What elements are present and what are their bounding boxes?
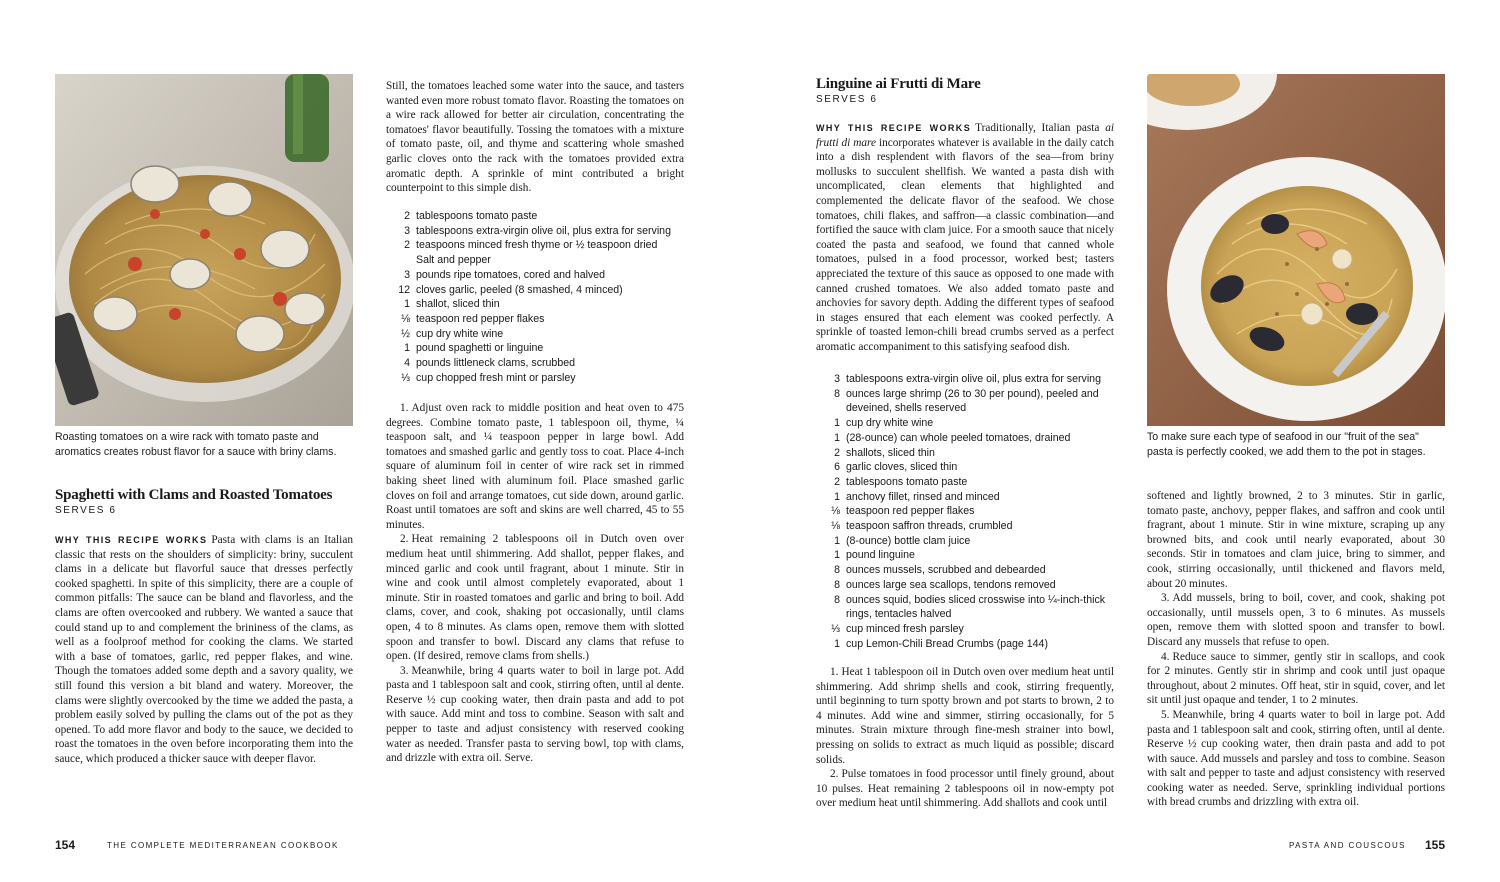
ingredient-item: 1 anchovy fillet, rinsed and minced (834, 490, 1000, 503)
why-label: WHY THIS RECIPE WORKS (816, 123, 972, 133)
why-label: WHY THIS RECIPE WORKS (55, 535, 208, 545)
ingredient-item: 8 ounces large shrimp (26 to 30 per pound), peeled and deveined, shells reserved (834, 387, 1099, 415)
ingredient-item: 8 ounces large sea scallops, tendons removed (834, 578, 1056, 591)
ingredient-item: 1 cup Lemon-Chili Bread Crumbs (page 144) (834, 637, 1048, 650)
ingredient-item: 3 pounds ripe tomatoes, cored and halved (404, 268, 606, 281)
seafood-pasta-photo (1147, 74, 1445, 426)
clams-pasta-illustration (55, 74, 353, 426)
ingredient-item: 4 pounds littleneck clams, scrubbed (404, 357, 575, 370)
ingredient-list (386, 209, 686, 385)
ingredient-item: 6 garlic cloves, sliced thin (834, 461, 958, 474)
step-continued-text: softened and lightly browned, 2 to 3 minutes. Stir in garlic, tomato paste, anchovy, pepper flakes, and saffron and cook until fragrant, about 1 minute. Stir in wine mixture, scraping up any browned bits, and cook until nearly evaporated, about 30 seconds. Stir in tomatoes and clam juice, bring to simmer, and cook, stirring occasionally, until thickened and flavors meld, about 20 minutes. (1147, 490, 1445, 590)
ingredient-item: 3 tablespoons extra-virgin olive oil, plus extra for serving (404, 224, 671, 237)
ingredient-item: 2 tablespoons tomato paste (834, 475, 968, 488)
ingredient-item: ⅓ cup minced fresh parsley (831, 622, 964, 635)
recipe-serves: SERVES 6 (55, 505, 117, 516)
ingredient-item: 1 pound linguine (834, 549, 915, 562)
photo-caption: Roasting tomatoes on a wire rack with tomato paste and aromatics creates robust flavor for a sauce with briny clams. (55, 431, 337, 458)
ingredient-item: ⅓ cup chopped fresh mint or parsley (401, 371, 576, 384)
why-this-recipe-works (55, 533, 353, 767)
ingredient-item: 8 ounces squid, bodies sliced crosswise into ¼-inch-thick rings, tentacles halved (834, 593, 1106, 621)
ingredient-item: 1 cup dry white wine (834, 417, 934, 430)
ingredient-item: ½ cup dry white wine (401, 327, 504, 340)
ingredient-item: 12 cloves garlic, peeled (8 smashed, 4 minced) (398, 283, 623, 296)
ingredient-item: Salt and pepper (416, 254, 491, 267)
recipe-title: Spaghetti with Clams and Roasted Tomatoes (55, 487, 333, 503)
ingredient-item: ⅛ teaspoon red pepper flakes (831, 505, 975, 518)
page-number: 154 (55, 838, 76, 852)
step: 4. Reduce sauce to simmer, gently stir in scallops, and cook for 2 minutes. Gently stir in shrimp and cook until just opaque throughout, about 2 minutes. Off heat, stir in squid, cover, and let sit until just opaque and tender, 1 to 2 minutes. (1147, 650, 1445, 707)
ingredient-list (816, 372, 1116, 651)
right-page (750, 0, 1500, 882)
why-text: Pasta with clams is an Italian classic that rests on the shoulders of simplicity: briny, succulent clams in a delicate but flavorful sauce that dresses perfectly cooked spaghetti. In spite of this simplicity, there are a couple of common pitfalls: The sauce can be bland and flavorless, and the clams are often overcooked and rubbery. We wanted a sauce that could stand up to and complement the brininess of the clams, as well as a foolproof method for cooking the clams. We started with a base of tomatoes, garlic, red pepper flakes, and wine. Though the tomatoes added some depth and a savory quality, we still found this version a bit bland and watery. Moreover, the clams were slightly overcooked by the time we added the pasta, a problem easily solved by pulling the clams out of the pot as they opened. To add more flavor and body to the sauce, we decided to roast the tomatoes in the oven before incorporating them into the sauce, which produced a thicker sauce with deeper flavor. (55, 534, 353, 765)
step: 1. Adjust oven rack to middle position and heat oven to 475 degrees. Combine tomato paste, 1 tablespoon oil, thyme, ¼ teaspoon salt, and ¼ teaspoon pepper in large bowl. Add tomatoes and smashed garlic and gently toss to coat. Place 4-inch square of aluminum foil in center of wire rack set in rimmed baking sheet lined with aluminum foil. Place smashed garlic cloves on foil and arrange tomatoes, cut side down, around garlic. Roast until tomatoes are soft and skins are well charred, 45 to 55 minutes. (386, 402, 684, 531)
recipe-serves: SERVES 6 (816, 94, 878, 105)
ingredient-item: ⅛ teaspoon red pepper flakes (401, 312, 545, 325)
step: 1. Heat 1 tablespoon oil in Dutch oven over medium heat until shimmering. Add shrimp shells and cook, stirring frequently, until beginning to turn spotty brown and pot starts to brown, 2 to 4 minutes. Add wine and simmer, stirring occasionally, for 5 minutes. Strain mixture through fine-mesh strainer into bowl, pressing on solids to extract as much liquid as possible; discard solids. (816, 666, 1114, 766)
running-head: THE COMPLETE MEDITERRANEAN COOKBOOK (107, 841, 339, 850)
ingredient-item: 1 shallot, sliced thin (404, 298, 500, 311)
page-number: 155 (1425, 838, 1446, 852)
method-steps-continued (1147, 489, 1445, 810)
method-steps (816, 665, 1114, 811)
step: 5. Meanwhile, bring 4 quarts water to boil in large pot. Add pasta and 1 tablespoon salt and cook, stirring often, until al dente. Reserve ½ cup cooking water, then drain pasta and add to pot with sauce. Add mussels and parsley and toss to combine. Season with salt and pepper to taste and adjust consistency with reserved cooking water as needed. Serve, sprinkling individual portions with bread crumbs and drizzling with extra oil. (1147, 708, 1445, 809)
running-head: PASTA AND COUSCOUS (1289, 841, 1406, 850)
ingredient-item: 1 pound spaghetti or linguine (404, 342, 544, 355)
recipe-title: Linguine ai Frutti di Mare (816, 76, 981, 92)
ingredient-item: 2 shallots, sliced thin (834, 446, 935, 459)
why-continued (386, 79, 684, 196)
step: 3. Add mussels, bring to boil, cover, and cook, shaking pot occasionally, until mussels open, 3 to 6 minutes. As mussels open, remove them with slotted spoon and transfer to bowl. Discard any mussels that refuse to open. (1147, 592, 1445, 648)
ingredient-item: 2 tablespoons tomato paste (404, 210, 538, 222)
ingredient-item: 2 teaspoons minced fresh thyme or ½ teaspoon dried (404, 239, 658, 252)
photo-caption: To make sure each type of seafood in our "fruit of the sea" pasta is perfectly cooked, we add them to the pot in stages. (1147, 431, 1426, 458)
step: 2. Pulse tomatoes in food processor until finely ground, about 10 pulses. Heat remaining 2 tablespoons oil in now-empty pot over medium heat until shimmering. Add shallots and cook until (816, 768, 1114, 810)
why-this-recipe-works: WHY THIS RECIPE WORKS Traditionally, Italian pasta ai frutti di mare incorporates whatever is available in the daily catch into a dish resplendent with flavors of the sea—from briny mollusks to succulent shellfish. We wanted a pasta dish with uncomplicated, clean elements that highlighted and complemented the delicate flavor of the seafood. We chose tomatoes, chili flakes, and saffron—a classic combination—and fortified the sauce with clam juice. For a smooth sauce that nicely coated the pasta and seafood, we found that canned whole tomatoes, pulsed in a food processor, worked best; tasters appreciated the texture of this sauce as opposed to one made with canned crushed tomatoes. We also added tomato paste and anchovies for savory depth. Adding the different types of seafood in stages ensured that each element was cooked perfectly. A sprinkle of toasted lemon-chili bread crumbs served as a perfect aromatic accompaniment to this satisfying seafood dish. (816, 122, 1114, 353)
why-continued-text: Still, the tomatoes leached some water into the sauce, and tasters wanted even more robust tomato flavor. Roasting the tomatoes on a wire rack allowed for better air circulation, concentrating the tomatoes' flavor beautifully. Tossing the tomatoes with a mixture of tomato paste, oil, and thyme and scattering whole smashed garlic cloves onto the rack with the tomatoes provided extra aromatic depth. A sprinkle of mint contributed a bright counterpoint to this simple dish. (386, 80, 684, 195)
ingredient-item: 3 tablespoons extra-virgin olive oil, plus extra for serving (834, 373, 1101, 385)
step: 2. Heat remaining 2 tablespoons oil in Dutch oven over medium heat until shimmering. Add shallot, pepper flakes, and minced garlic and cook until fragrant, about 1 minute. Stir in wine and cook until almost completely evaporated, about 1 minute. Stir in roasted tomatoes and garlic and bring to boil. Add clams, cover, and cook, shaking pot occasionally, until clams open, 4 to 8 minutes. As clams open, remove them with slotted spoon and transfer to bowl. Discard any clams that refuse to open. (If desired, remove clams from shells.) (386, 533, 684, 663)
clams-pasta-photo (55, 74, 353, 426)
seafood-pasta-illustration (1147, 74, 1445, 426)
ingredient-item: 8 ounces mussels, scrubbed and debearded (834, 564, 1046, 577)
ingredient-item: 1 (28-ounce) can whole peeled tomatoes, drained (834, 431, 1071, 444)
method-steps (386, 401, 684, 766)
step: 3. Meanwhile, bring 4 quarts water to boil in large pot. Add pasta and 1 tablespoon salt and cook, stirring often, until al dente. Reserve ½ cup cooking water, then drain pasta and add to pot with sauce. Add mint and toss to combine. Season with salt and pepper to taste and adjust consistency with reserved cooking water as needed. Transfer pasta to serving bowl, top with clams, and drizzle with extra oil. Serve. (386, 664, 684, 765)
ingredient-item: ⅛ teaspoon saffron threads, crumbled (831, 520, 1013, 533)
ingredient-item: 1 (8-ounce) bottle clam juice (834, 534, 971, 547)
